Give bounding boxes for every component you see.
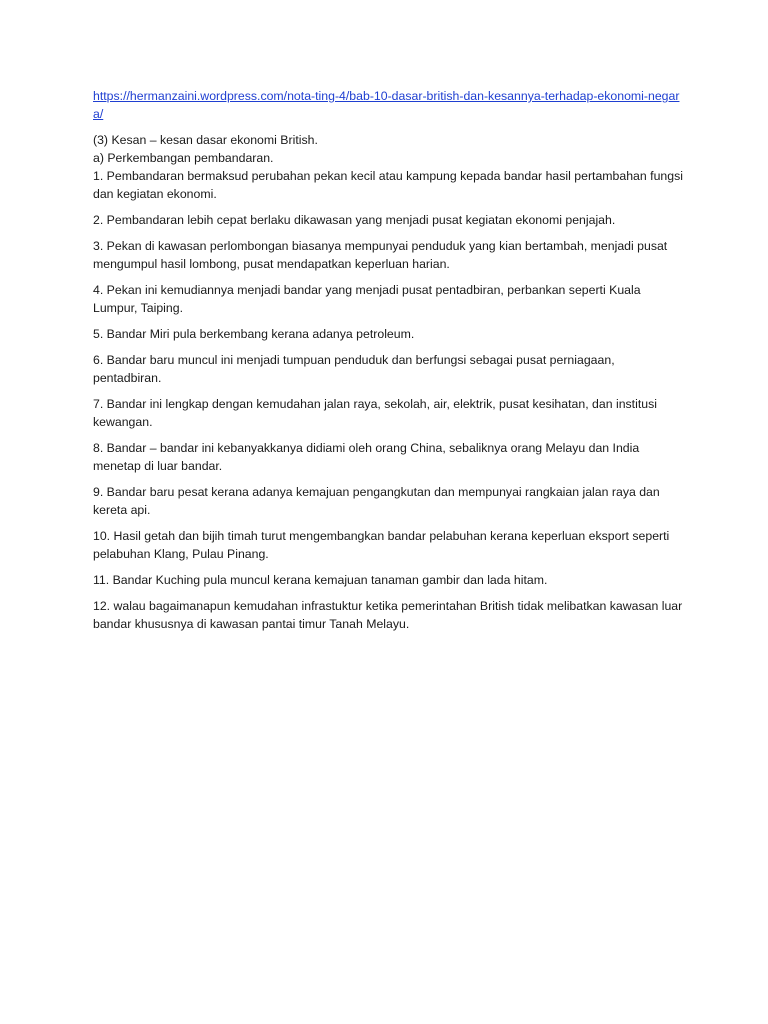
point-4: 4. Pekan ini kemudiannya menjadi bandar yang menjadi pusat pentadbiran, perbankan seperti Kuala Lumpur, Taiping. (93, 283, 641, 315)
document-page (93, 87, 683, 641)
section-intro (93, 131, 683, 203)
section-subheading: a) Perkembangan pembandaran. (93, 151, 274, 165)
point-6: 6. Bandar baru muncul ini menjadi tumpuan penduduk dan berfungsi sebagai pusat perniagaan, pentadbiran. (93, 353, 615, 385)
point-3: 3. Pekan di kawasan perlombongan biasanya mempunyai penduduk yang kian bertambah, menjadi pusat mengumpul hasil lombong, pusat mendapatkan keperluan harian. (93, 239, 668, 271)
section-heading: (3) Kesan – kesan dasar ekonomi British. (93, 133, 318, 147)
point-12: 12. walau bagaimanapun kemudahan infrastuktur ketika pemerintahan British tidak melibatkan kawasan luar bandar khususnya di kawasan pantai timur Tanah Melayu. (93, 599, 683, 631)
point-2: 2. Pembandaran lebih cepat berlaku dikawasan yang menjadi pusat kegiatan ekonomi penjajah. (93, 213, 616, 227)
point-1: 1. Pembandaran bermaksud perubahan pekan kecil atau kampung kepada bandar hasil pertambahan fungsi dan kegiatan ekonomi. (93, 169, 683, 201)
point-11: 11. Bandar Kuching pula muncul kerana kemajuan tanaman gambir dan lada hitam. (93, 573, 548, 587)
point-10: 10. Hasil getah dan bijih timah turut mengembangkan bandar pelabuhan kerana keperluan eksport seperti pelabuhan Klang, Pulau Pinang. (93, 529, 670, 561)
point-8: 8. Bandar – bandar ini kebanyakkanya didiami oleh orang China, sebaliknya orang Melayu dan India menetap di luar bandar. (93, 441, 640, 473)
point-7: 7. Bandar ini lengkap dengan kemudahan jalan raya, sekolah, air, elektrik, pusat kesihatan, dan institusi kewangan. (93, 397, 657, 429)
point-5: 5. Bandar Miri pula berkembang kerana adanya petroleum. (93, 327, 415, 341)
point-9: 9. Bandar baru pesat kerana adanya kemajuan pengangkutan dan mempunyai rangkaian jalan raya dan kereta api. (93, 485, 660, 517)
source-link[interactable]: https://hermanzaini.wordpress.com/nota-ting-4/bab-10-dasar-british-dan-kesannya-terhadap-ekonomi-negara/ (93, 89, 680, 121)
